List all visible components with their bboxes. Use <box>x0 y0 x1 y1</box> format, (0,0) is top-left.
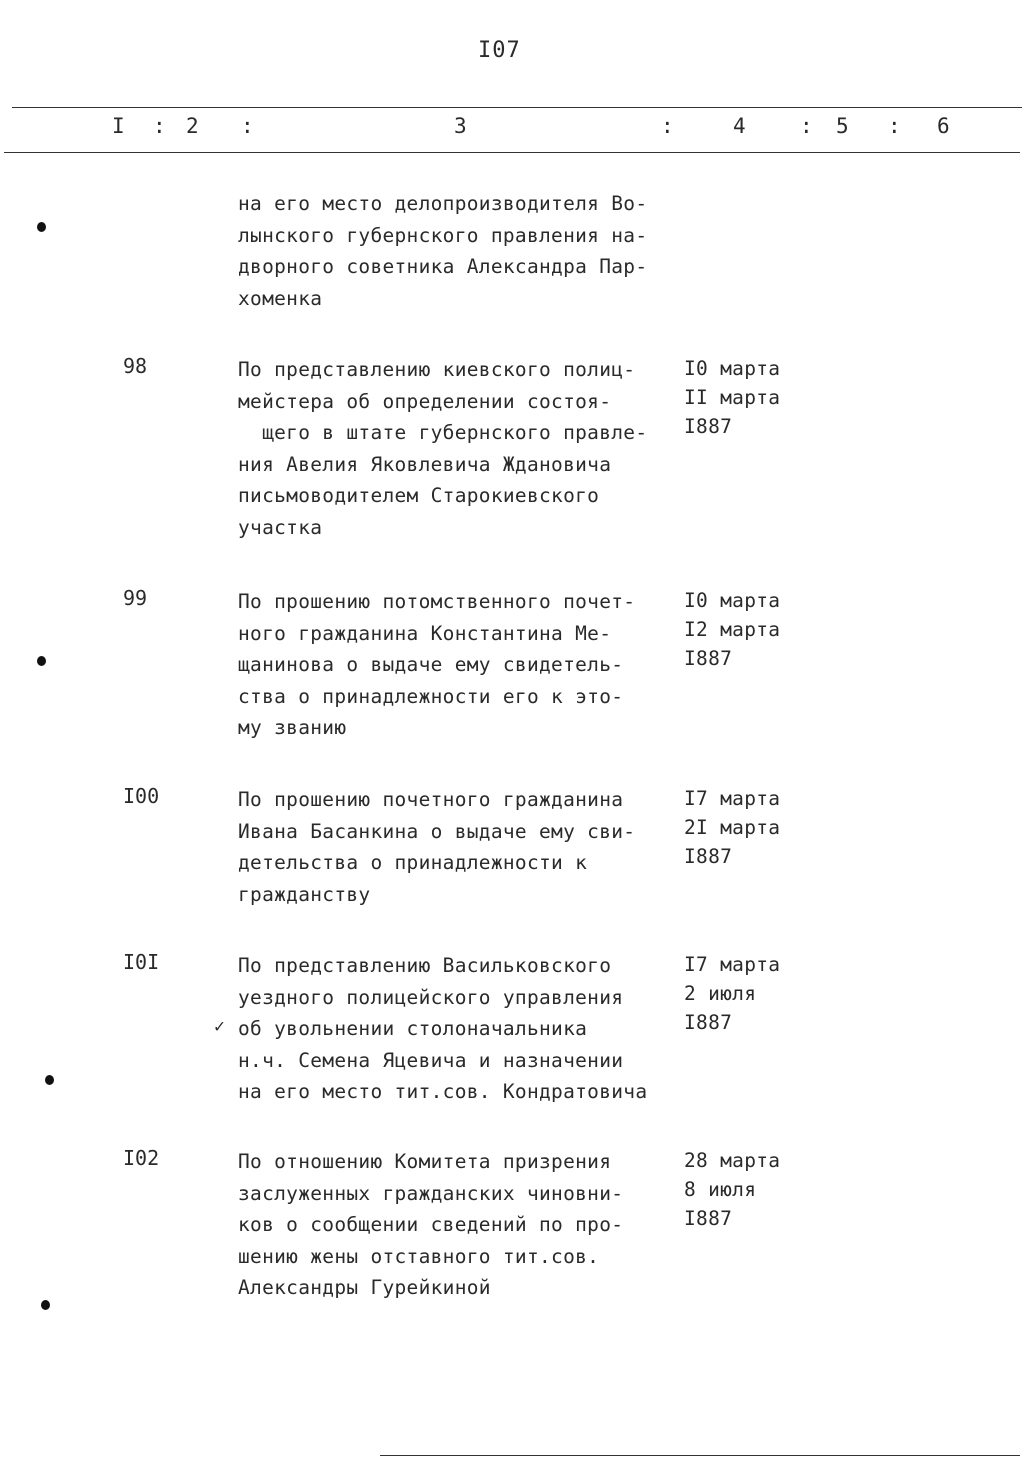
column-separator: : <box>241 114 254 138</box>
header-bottom-rule <box>4 152 1020 153</box>
column-header-row <box>0 112 1024 146</box>
column-header-2: 2 <box>186 114 199 138</box>
date-end: 2 июля <box>684 982 757 1005</box>
date-end: 2I марта <box>684 816 781 839</box>
description-line: По прошению почетного гражданина <box>238 788 624 811</box>
page-number: I07 <box>478 38 521 63</box>
description-line: на его место делопроизводителя Во- <box>238 192 648 215</box>
description-line: ства о принадлежности его к это- <box>238 684 624 708</box>
date-end: 8 июля <box>684 1178 757 1201</box>
check-mark-icon: ✓ <box>214 1016 225 1037</box>
column-header-4: 4 <box>733 114 746 138</box>
description-line: ного гражданина Константина Ме- <box>238 621 612 645</box>
description-line: гражданству <box>238 882 371 906</box>
description-line: на его место тит.сов. Кондратовича <box>238 1080 648 1103</box>
description-line: ния Авелия Яковлевича Ждановича <box>238 452 612 476</box>
entry-number: I00 <box>123 784 160 808</box>
column-separator: : <box>153 114 166 138</box>
punch-hole-mark <box>45 1075 54 1085</box>
description-line: н.ч. Семена Яцевича и назначении <box>238 1048 624 1072</box>
entry-number: I02 <box>123 1146 160 1170</box>
entry-dates <box>684 784 780 871</box>
description-line: мейстера об определении состоя- <box>238 389 612 413</box>
description-line: участка <box>238 515 323 539</box>
description-line: лынского губернского правления на- <box>238 223 648 247</box>
date-year: I887 <box>684 1011 733 1034</box>
column-separator: : <box>800 114 813 138</box>
entry-description <box>238 586 688 744</box>
date-start: I0 марта <box>684 589 781 612</box>
punch-hole-mark <box>37 656 46 666</box>
description-line: По представлению киевского полиц- <box>238 358 636 381</box>
description-line: письмоводителем Старокиевского <box>238 484 600 507</box>
date-start: I0 марта <box>684 357 781 380</box>
description-line: дворного советника Александра Пар- <box>238 255 648 278</box>
entry-dates <box>684 586 780 673</box>
entry-description <box>238 950 688 1108</box>
entry-dates <box>684 354 780 441</box>
description-line: По отношению Комитета призрения <box>238 1150 612 1173</box>
date-start: I7 марта <box>684 953 781 976</box>
page-bottom-rule <box>380 1455 1020 1456</box>
entry-number: 99 <box>123 586 148 610</box>
description-line: уездного полицейского управления <box>238 985 624 1009</box>
date-start: I7 марта <box>684 787 781 810</box>
entry-dates <box>684 950 780 1037</box>
column-header-6: 6 <box>937 114 950 138</box>
entry-description <box>238 784 688 910</box>
date-start: 28 марта <box>684 1149 781 1172</box>
description-line: По прошению потомственного почет- <box>238 590 636 613</box>
description-line: щанинова о выдаче ему свидетель- <box>238 653 624 676</box>
entry-number: I0I <box>123 950 160 974</box>
punch-hole-mark <box>41 1300 50 1310</box>
column-separator: : <box>661 114 674 138</box>
date-end: I2 марта <box>684 618 781 641</box>
column-separator: : <box>888 114 901 138</box>
column-header-5: 5 <box>836 114 849 138</box>
entry-description <box>238 188 688 314</box>
description-line: шению жены отставного тит.сов. <box>238 1244 600 1268</box>
punch-hole-mark <box>37 222 46 232</box>
description-line: детельства о принадлежности к <box>238 851 588 874</box>
description-line: Александры Гурейкиной <box>238 1276 491 1299</box>
description-line: му званию <box>238 716 347 739</box>
date-year: I887 <box>684 415 733 438</box>
date-end: II марта <box>684 386 781 409</box>
column-header-1: I <box>112 114 125 138</box>
date-year: I887 <box>684 647 733 670</box>
description-line: Ивана Басанкина о выдаче ему сви- <box>238 819 636 843</box>
description-line: хоменка <box>238 286 323 310</box>
header-top-rule <box>12 107 1022 108</box>
description-line: щего в штате губернского правле- <box>238 421 648 444</box>
description-line: об увольнении столоначальника <box>238 1017 588 1040</box>
date-year: I887 <box>684 1207 733 1230</box>
date-year: I887 <box>684 845 733 868</box>
entry-dates <box>684 1146 780 1233</box>
column-header-3: 3 <box>454 114 467 138</box>
entry-number: 98 <box>123 354 148 378</box>
description-line: заслуженных гражданских чиновни- <box>238 1181 624 1205</box>
description-line: По представлению Васильковского <box>238 954 612 977</box>
entry-description <box>238 1146 688 1304</box>
entry-description <box>238 354 688 543</box>
description-line: ков о сообщении сведений по про- <box>238 1213 624 1236</box>
